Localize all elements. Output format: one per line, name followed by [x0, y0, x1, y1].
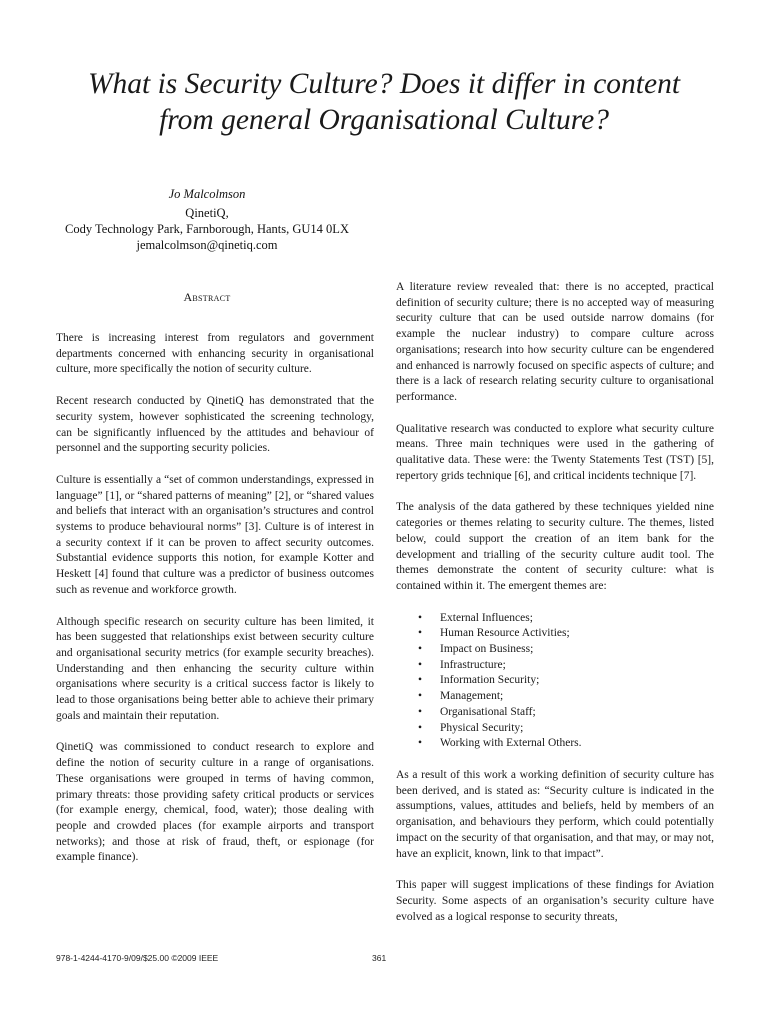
list-item: • Working with External Others.: [396, 736, 714, 752]
paragraph: Recent research conducted by QinetiQ has demonstrated that the security system, however sophisticated the screening technology, can be significantly influenced by the attitudes and behaviour of personnel and the supporting security policies.: [56, 395, 374, 455]
themes-list: [396, 611, 714, 752]
author-name: Jo Malcolmson: [168, 187, 246, 201]
paragraph: The analysis of the data gathered by these techniques yielded nine categories or themes relating to security culture. The themes, listed below, could support the creation of an item bank for the development and trialling of the security culture audit tool. The themes demonstrate the content of security culture: what is contained within it. The emergent themes are:: [396, 501, 714, 592]
title-line-1: What is Security Culture? Does it differ in content: [87, 68, 681, 100]
paragraph: As a result of this work a working definition of security culture has been derived, and is stated as: “Security culture is indicated in the assumptions, values, attitudes and beliefs, held by members of an organisation, and behaviours they perform, which could potentially impact on the security of that organisation, and that may, or may not, have an explicit, known, link to that impact”.: [396, 768, 714, 860]
list-item: • Information Security;: [396, 673, 714, 689]
list-item: • Organisational Staff;: [396, 705, 714, 721]
paragraph: QinetiQ was commissioned to conduct research to explore and define the notion of security culture in a range of organisations. These organisations were grouped in terms of having common, primary threats: those providing safety critical products or services (for example energy, chemical, food, water); those dealing with people and crowded places (for example airports and transport networks); and those at risk of fraud, theft, or espionage (for example finance).: [56, 741, 374, 864]
left-column: [56, 331, 374, 882]
author-email: jemalcolmson@qinetiq.com: [136, 238, 278, 252]
list-item: • External Influences;: [396, 611, 714, 627]
abstract-heading: Abstract: [183, 290, 231, 304]
paragraph: A literature review revealed that: there is no accepted, practical definition of security culture; there is no accepted way of measuring security culture that can be used outside narrow domains (for example the nuclear industry) to compare culture across organisations; research into how security culture can be engendered and enhanced is narrowly focused on specific aspects of culture; and there is a lack of research relating security culture to organisational performance.: [396, 281, 714, 403]
title-line-2: from general Organisational Culture?: [159, 104, 609, 136]
author-organisation: QinetiQ,: [185, 206, 229, 220]
list-item: • Infrastructure;: [396, 658, 714, 674]
footer-isbn: 978-1-4244-4170-9/09/$25.00 ©2009 IEEE: [56, 953, 219, 963]
page-number: 361: [372, 953, 387, 963]
paragraph: Qualitative research was conducted to explore what security culture means. Three main techniques were used in the gathering of qualitative data. These were: the Twenty Statements Test (TST) [5], repertory grids technique [6], and critical incidents technique [7].: [396, 422, 714, 482]
paragraph: There is increasing interest from regulators and government departments concerned with enhancing security in organisational culture, more specifically the notion of security culture.: [56, 332, 374, 376]
list-item: • Management;: [396, 689, 714, 705]
author-block: [40, 186, 374, 253]
right-column: [396, 280, 714, 941]
paragraph: Although specific research on security culture has been limited, it has been suggested that relationships exist between security culture and organisational security metrics (for example security breaches). Understanding and then enhancing the security culture within organisations where security is a critical success factor is likely to lead to those organisations being better able to achieve their primary goals and maintain their reputation.: [56, 615, 374, 722]
paragraph: Culture is essentially a “set of common understandings, expressed in language” [1], or “shared patterns of meaning” [2], or “shared values and beliefs that interact with an organisation’s structures and control systems to produce behavioural norms” [3]. Culture is of interest in a security context if it can be proven to affect security outcomes. Substantial evidence supports this notion, for example Kotter and Heskett [4] found that culture was a predictor of business outcomes such as revenue and workforce growth.: [56, 473, 374, 596]
paper-title: [40, 66, 728, 138]
paragraph: This paper will suggest implications of these findings for Aviation Security. Some aspects of an organisation’s security culture have evolved as a logical response to security threats,: [396, 879, 714, 923]
list-item: • Impact on Business;: [396, 642, 714, 658]
list-item: • Physical Security;: [396, 721, 714, 737]
list-item: • Human Resource Activities;: [396, 626, 714, 642]
author-address: Cody Technology Park, Farnborough, Hants, GU14 0LX: [65, 222, 349, 236]
